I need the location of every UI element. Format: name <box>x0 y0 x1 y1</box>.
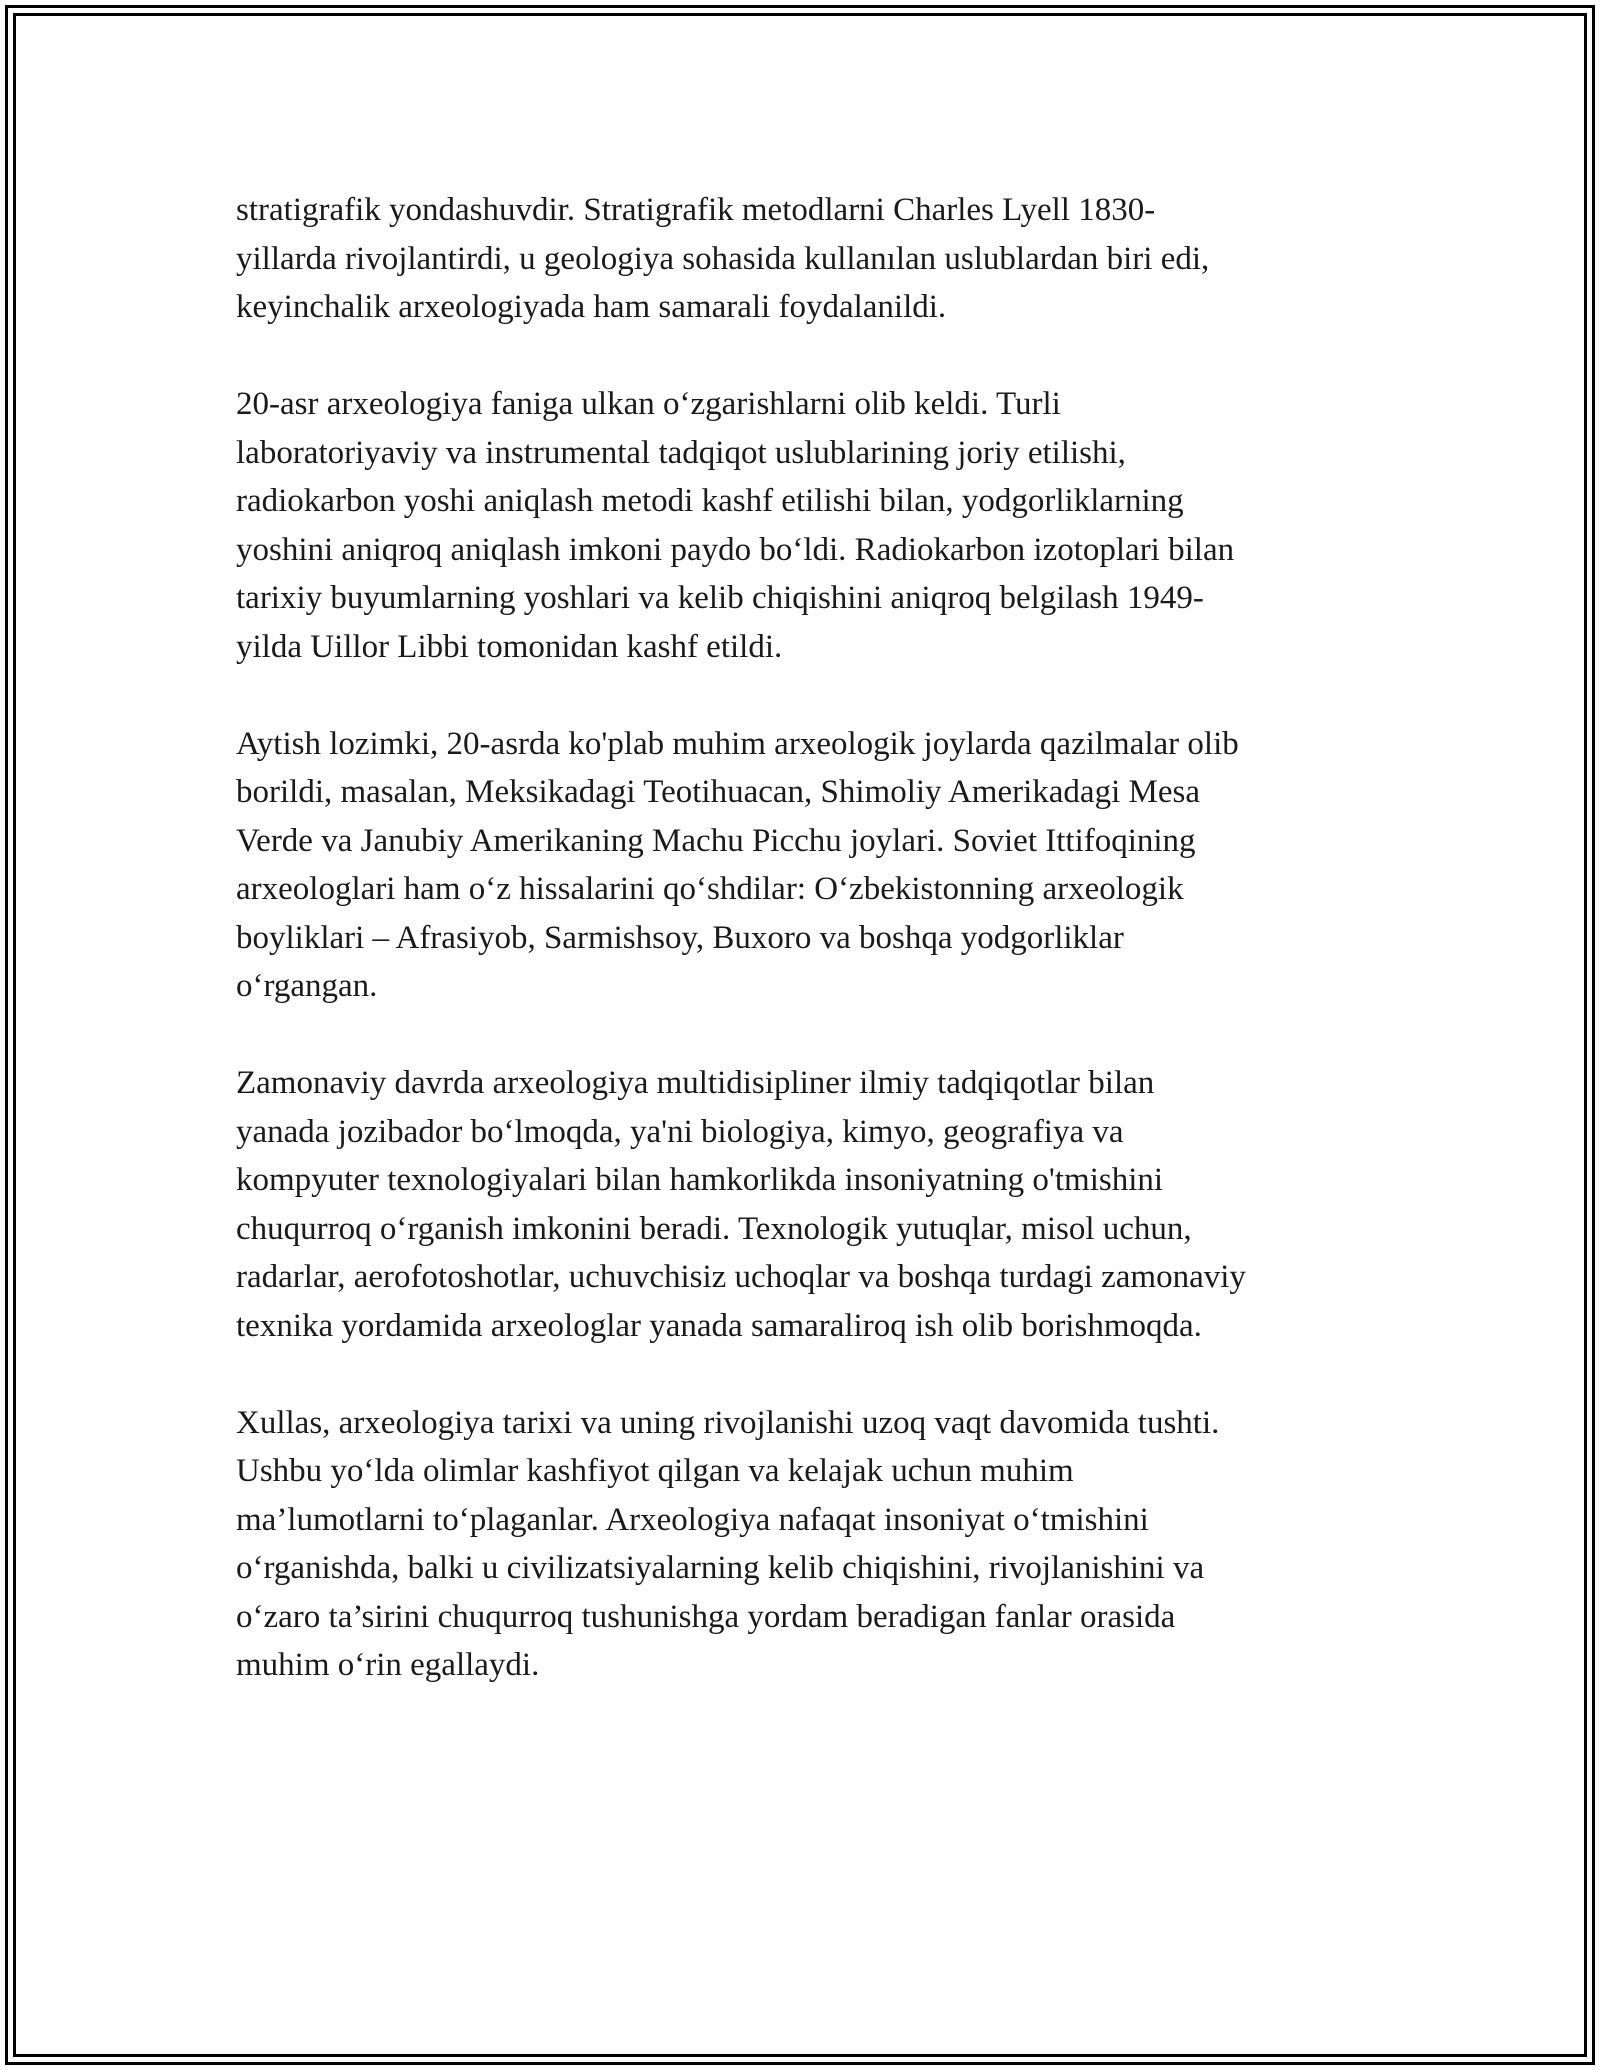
paragraph-1: stratigrafik yondashuvdir. Stratigrafik metodlarni Charles Lyell 1830- yillarda rivojlantirdi, u geologiya sohasida kullanılan uslublardan biri edi, keyinchalik arxeologiyada ham samarali foydalanildi. <box>236 192 1210 325</box>
document-body <box>236 186 1376 1738</box>
paragraph-2: 20-asr arxeologiya faniga ulkan o‘zgarishlarni olib keldi. Turli laboratoriyaviy va instrumental tadqiqot uslublarining joriy etilishi, radiokarbon yoshi aniqlash metodi kashf etilishi bilan, yodgorliklarning yoshini aniqroq aniqlash imkoni paydo bo‘ldi. Radiokarbon izotoplari bilan tarixiy buyumlarning yoshlari va kelib chiqishini aniqroq belgilash 1949- yilda Uillor Libbi tomonidan kashf etildi. <box>236 386 1235 665</box>
paragraph-3: Aytish lozimki, 20-asrda ko'plab muhim arxeologik joylarda qazilmalar olib borildi, masalan, Meksikadagi Teotihuacan, Shimoliy Amerikadagi Mesa Verde va Janubiy Amerikaning Machu Picchu joylari. Soviet Ittifoqining arxeologlari ham o‘z hissalarini qo‘shdilar: O‘zbekistonning arxeologik boyliklari – Afrasiyob, Sarmishsoy, Buxoro va boshqa yodgorliklar o‘rgangan. <box>236 725 1239 1004</box>
paragraph-5: Xullas, arxeologiya tarixi va uning rivojlanishi uzoq vaqt davomida tushti. Ushbu yo‘lda olimlar kashfiyot qilgan va kelajak uchun muhim ma’lumotlarni to‘plaganlar. Arxeologiya nafaqat insoniyat o‘tmishini o‘rganishda, balki u civilizatsiyalarning kelib chiqishini, rivojlanishini va o‘zaro ta’sirini chuqurroq tushunishga yordam beradigan fanlar orasida muhim o‘rin egallaydi. <box>236 1404 1220 1683</box>
paragraph-4: Zamonaviy davrda arxeologiya multidisipliner ilmiy tadqiqotlar bilan yanada jozibador bo‘lmoqda, ya'ni biologiya, kimyo, geografiya va kompyuter texnologiyalari bilan hamkorlikda insoniyatning o'tmishini chuqurroq o‘rganish imkonini beradi. Texnologik yutuqlar, misol uchun, radarlar, aerofotoshotlar, uchuvchisiz uchoqlar va boshqa turdagi zamonaviy texnika yordamida arxeologlar yanada samaraliroq ish olib borishmoqda. <box>236 1065 1246 1344</box>
